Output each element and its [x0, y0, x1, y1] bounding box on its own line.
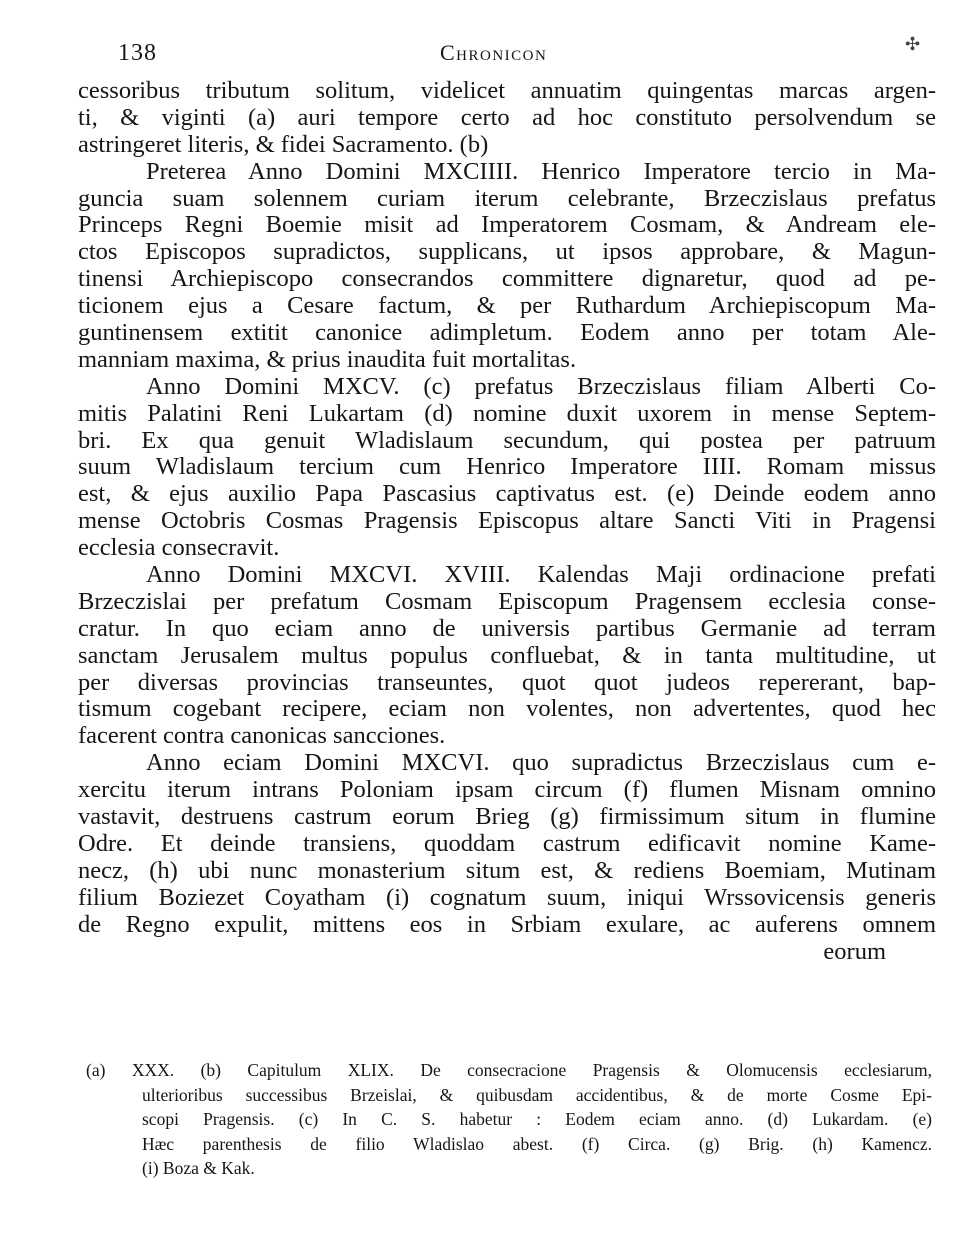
- text-line: guncia suam solennem curiam iterum celebrante, Brzeczislaus prefatus: [78, 185, 936, 212]
- text-line: facerent contra canonicas sancciones.: [78, 723, 446, 750]
- printer-ornament-icon: ✣: [905, 34, 921, 54]
- text-line: filium Boziezet Coyatham (i) cognatum suum, iniqui Wrssovicensis generis: [78, 884, 936, 911]
- text-line: est, & ejus auxilio Papa Pascasius captivatus est. (e) Deinde eodem anno: [78, 481, 936, 508]
- catchword: eorum: [823, 938, 886, 965]
- text-line: necz, (h) ubi nunc monasterium situm est, & rediens Boemiam, Mutinam: [78, 857, 936, 884]
- text-line: tinensi Archiepiscopo consecrandos committere dignaretur, quod ad pe-: [78, 266, 936, 293]
- text-line: bri. Ex qua genuit Wladislaum secundum, qui postea per patruum: [78, 427, 936, 454]
- text-line: manniam maxima, & prius inaudita fuit mortalitas.: [78, 346, 577, 373]
- footnote-line: (i) Boza & Kak.: [142, 1158, 255, 1178]
- footnote-line: scopi Pragensis. (c) In C. S. habetur : Eodem eciam anno. (d) Lukardam. (e): [142, 1109, 932, 1129]
- footnote-line: ulterioribus successibus Brzeislai, & quibusdam accidentibus, & de morte Cosme Epi-: [142, 1084, 932, 1105]
- footnote-line: Hæc parenthesis de filio Wladislao abest. (f) Circa. (g) Brig. (h) Kamencz.: [142, 1133, 932, 1154]
- text-line: tismum cogebant recipere, eciam non volentes, non advertentes, quod hec: [78, 696, 936, 723]
- text-line: guntinensem extitit canonice adimpletum. Eodem anno per totam Ale-: [78, 320, 936, 347]
- text-line: Odre. Et deinde transiens, quoddam castrum edificavit nomine Kame-: [78, 830, 936, 857]
- text-line: mense Octobris Cosmas Pragensis Episcopus altare Sancti Viti in Pragensi: [78, 508, 936, 535]
- main-text-block: [78, 78, 936, 965]
- text-line: ecclesia consecravit.: [78, 535, 280, 562]
- text-line: xercitu iterum intrans Poloniam ipsam circum (f) flumen Misnam omnino: [78, 777, 936, 804]
- text-line: Anno Domini MXCVI. XVIII. Kalendas Maji ordinacione prefati: [146, 562, 936, 589]
- text-line: Anno eciam Domini MXCVI. quo supradictus Brzeczislaus cum e-: [146, 750, 936, 777]
- text-line: per diversas provincias transeuntes, quot quot judeos repererant, bap-: [78, 669, 936, 696]
- page-number: 138: [118, 40, 157, 66]
- running-title: Chronicon: [440, 40, 548, 65]
- text-line: ti, & viginti (a) auri tempore certo ad hoc constituto persolvendum se: [78, 104, 936, 131]
- text-line: mitis Palatini Reni Lukartam (d) nomine duxit uxorem in mense Septem-: [78, 400, 936, 427]
- text-line: ticionem ejus a Cesare factum, & per Ruthardum Archiepiscopum Ma-: [78, 293, 936, 320]
- text-line: de Regno expulit, mittens eos in Srbiam exulare, ac auferens omnem: [78, 911, 936, 938]
- text-line: cratur. In quo eciam anno de universis partibus Germanie ad terram: [78, 615, 936, 642]
- footnotes-block: [86, 1058, 932, 1181]
- text-line: ctos Episcopos supradictos, supplicans, ut ipsos approbare, & Magun-: [78, 239, 936, 266]
- text-line: Princeps Regni Boemie misit ad Imperatorem Cosmam, & Andream ele-: [78, 212, 936, 239]
- text-line: sanctam Jerusalem multus populus confluebat, & in tanta multitudine, ut: [78, 642, 936, 669]
- text-line: vastavit, destruens castrum eorum Brieg (g) firmissimum situm in flumine: [78, 804, 936, 831]
- text-line: astringeret literis, & fidei Sacramento. (b): [78, 131, 489, 158]
- text-line: Brzeczislai per prefatum Cosmam Episcopum Pragensem ecclesia conse-: [78, 588, 936, 615]
- text-line: Anno Domini MXCV. (c) prefatus Brzeczislaus filiam Alberti Co-: [146, 373, 936, 400]
- text-line: Preterea Anno Domini MXCIIII. Henrico Imperatore tercio in Ma-: [146, 158, 936, 185]
- text-line: suum Wladislaum tercium cum Henrico Imperatore IIII. Romam missus: [78, 454, 936, 481]
- text-line: cessoribus tributum solitum, videlicet annuatim quingentas marcas argen-: [78, 78, 936, 104]
- page-header: [0, 34, 960, 74]
- footnote-line: (a) XXX. (b) Capitulum XLIX. De consecracione Pragensis & Olomucensis ecclesiarum,: [86, 1060, 932, 1080]
